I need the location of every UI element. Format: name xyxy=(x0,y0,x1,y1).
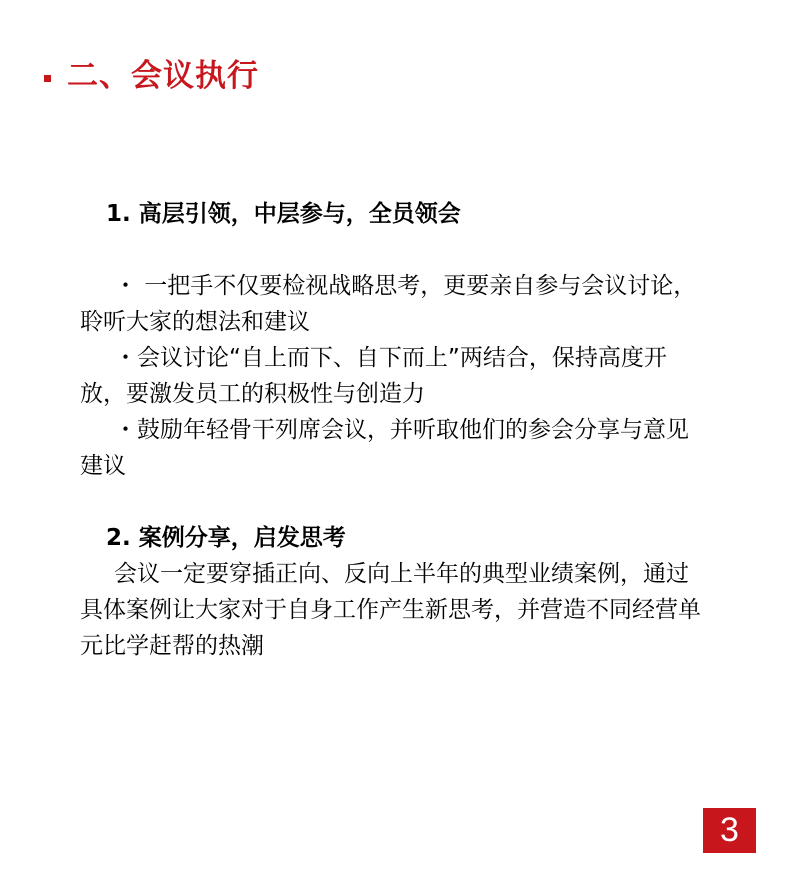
page-header xyxy=(44,54,259,98)
spacer xyxy=(80,484,710,520)
section-heading-2: 2. 案例分享，启发思考 xyxy=(106,525,346,551)
main-content xyxy=(80,196,710,664)
section-heading-1: 1. 高层引领，中层参与，全员领会 xyxy=(106,201,461,227)
section-1-paragraph-1: ・ 一把手不仅要检视战略思考，更要亲自参与会议讨论，聆听大家的想法和建议 xyxy=(80,273,697,335)
section-1-paragraph-3: ・鼓励年轻骨干列席会议，并听取他们的参会分享与意见建议 xyxy=(80,417,689,479)
page-title: 二、会议执行 xyxy=(67,58,259,94)
page-number-badge: 3 xyxy=(703,808,756,853)
section-1-paragraph-2: ・会议讨论“自上而下、自下而上”两结合，保持高度开放，要激发员工的积极性与创造力 xyxy=(80,345,667,407)
section-2-paragraph-1: 会议一定要穿插正向、反向上半年的典型业绩案例，通过具体案例让大家对于自身工作产生新思考，并营造不同经营单元比学赶帮的热潮 xyxy=(80,561,701,659)
bullet-square-icon xyxy=(44,75,51,82)
spacer xyxy=(80,232,710,268)
